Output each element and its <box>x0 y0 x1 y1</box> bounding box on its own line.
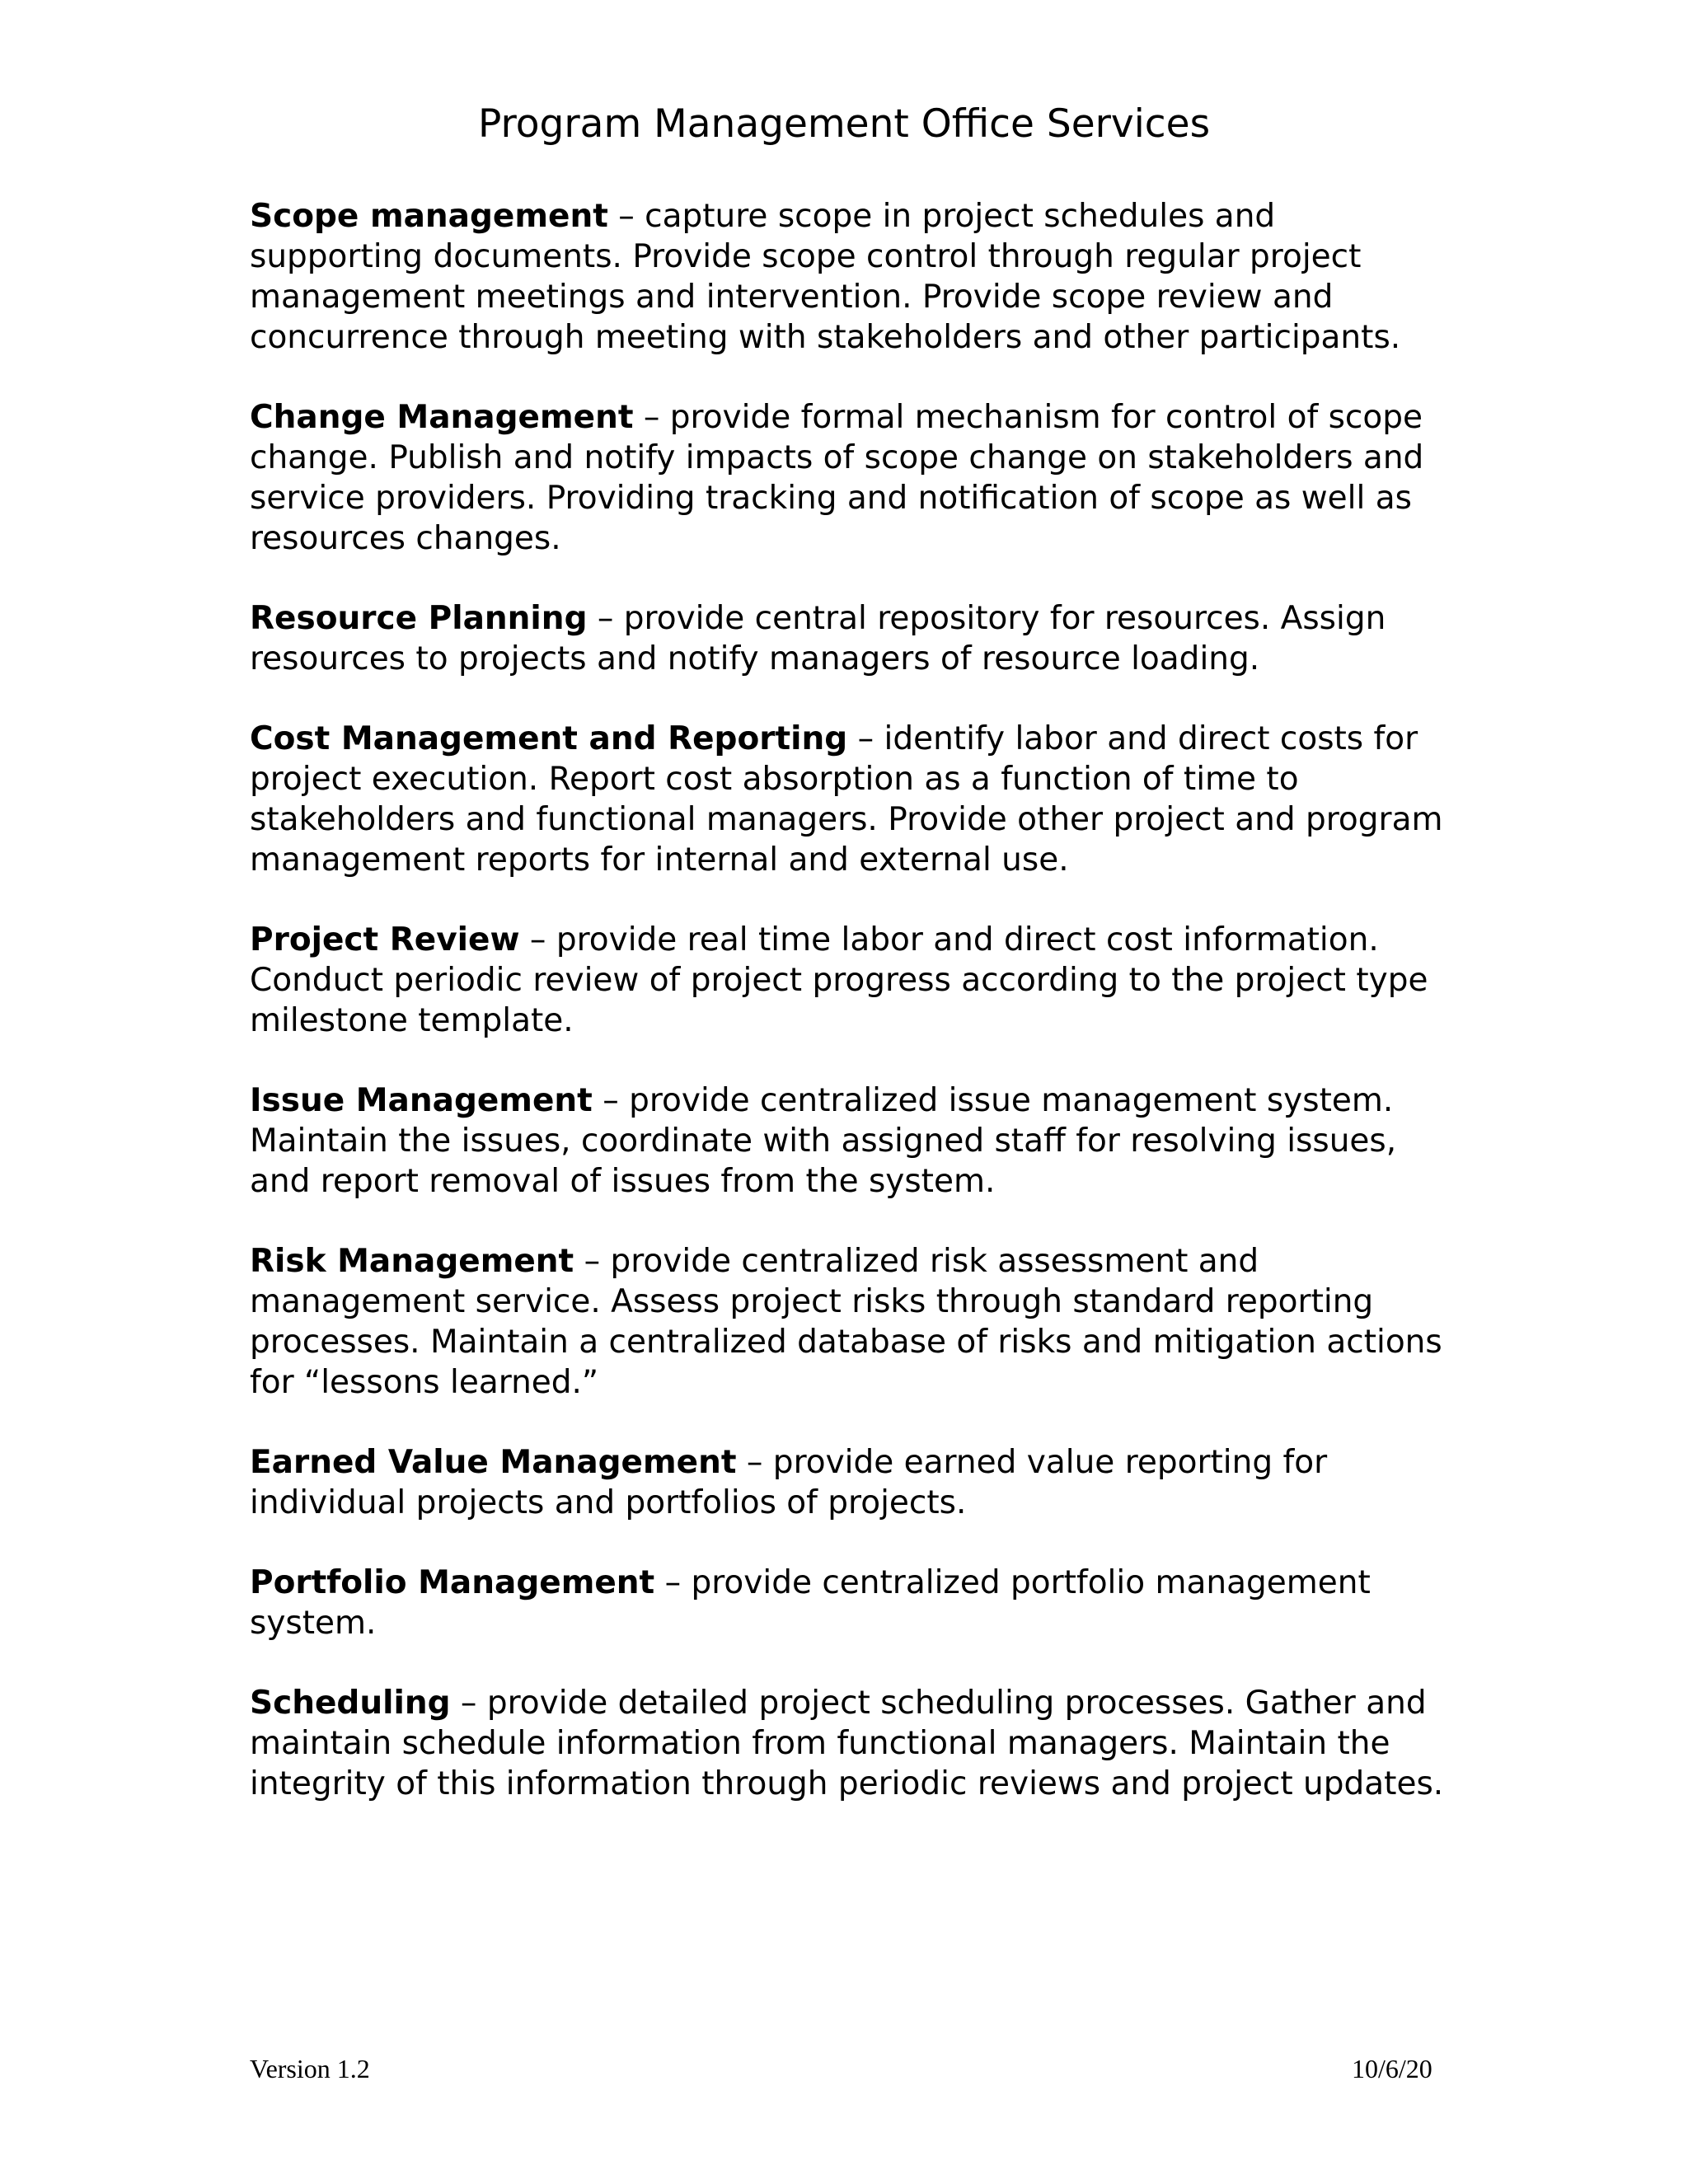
section-body: – provide centralized portfolio management system. <box>250 1564 1371 1642</box>
section-heading: Project Review <box>250 921 520 958</box>
service-risk-management <box>250 1241 1453 1403</box>
section-body: – identify labor and direct costs for project execution. Report cost absorption as a function of time to stakeholders and functional managers. Provide other project and program management reports for internal and external use. <box>250 720 1443 879</box>
section-heading: Earned Value Management <box>250 1444 737 1481</box>
section-heading: Portfolio Management <box>250 1564 655 1601</box>
section-heading: Change Management <box>250 399 634 436</box>
section-heading: Risk Management <box>250 1243 574 1280</box>
service-portfolio-management <box>250 1563 1453 1643</box>
service-scheduling <box>250 1683 1453 1804</box>
section-heading: Scheduling <box>250 1685 451 1722</box>
section-body: – capture scope in project schedules and supporting documents. Provide scope control through regular project management meetings and intervention. Provide scope review and concurrence through meeting with stakeholders and other participants. <box>250 198 1401 356</box>
section-body: – provide central repository for resources. Assign resources to projects and notify managers of resource loading. <box>250 600 1386 677</box>
footer-version: Version 1.2 <box>250 2054 370 2083</box>
service-scope-management <box>250 196 1453 358</box>
service-issue-management <box>250 1080 1453 1202</box>
services-list <box>250 196 1453 1844</box>
service-resource-planning <box>250 598 1453 679</box>
section-body: – provide earned value reporting for individual projects and portfolios of projects. <box>250 1444 1328 1521</box>
section-heading: Cost Management and Reporting <box>250 720 848 757</box>
section-body: – provide real time labor and direct cost information. Conduct periodic review of project progress according to the project type milestone template. <box>250 921 1428 1039</box>
service-change-management <box>250 397 1453 559</box>
service-project-review <box>250 920 1453 1041</box>
page-title: Program Management Office Services <box>477 101 1211 147</box>
section-body: – provide centralized issue management system. Maintain the issues, coordinate with assigned staff for resolving issues, and report removal of issues from the system. <box>250 1082 1397 1200</box>
section-heading: Resource Planning <box>250 600 588 637</box>
section-heading: Scope management <box>250 198 608 235</box>
service-cost-management <box>250 719 1453 880</box>
section-body: – provide centralized risk assessment and management service. Assess project risks through standard reporting processes. Maintain a centralized database of risks and mitigation actions for “lessons learned.” <box>250 1243 1442 1401</box>
section-body: – provide formal mechanism for control of scope change. Publish and notify impacts of scope change on stakeholders and service providers. Providing tracking and notification of scope as well as resources changes. <box>250 399 1424 557</box>
footer-date: 10/6/20 <box>1352 2054 1432 2083</box>
section-heading: Issue Management <box>250 1082 593 1119</box>
section-body: – provide detailed project scheduling processes. Gather and maintain schedule information from functional managers. Maintain the integrity of this information through periodic reviews and project updates. <box>250 1685 1444 1802</box>
service-earned-value-management <box>250 1442 1453 1523</box>
